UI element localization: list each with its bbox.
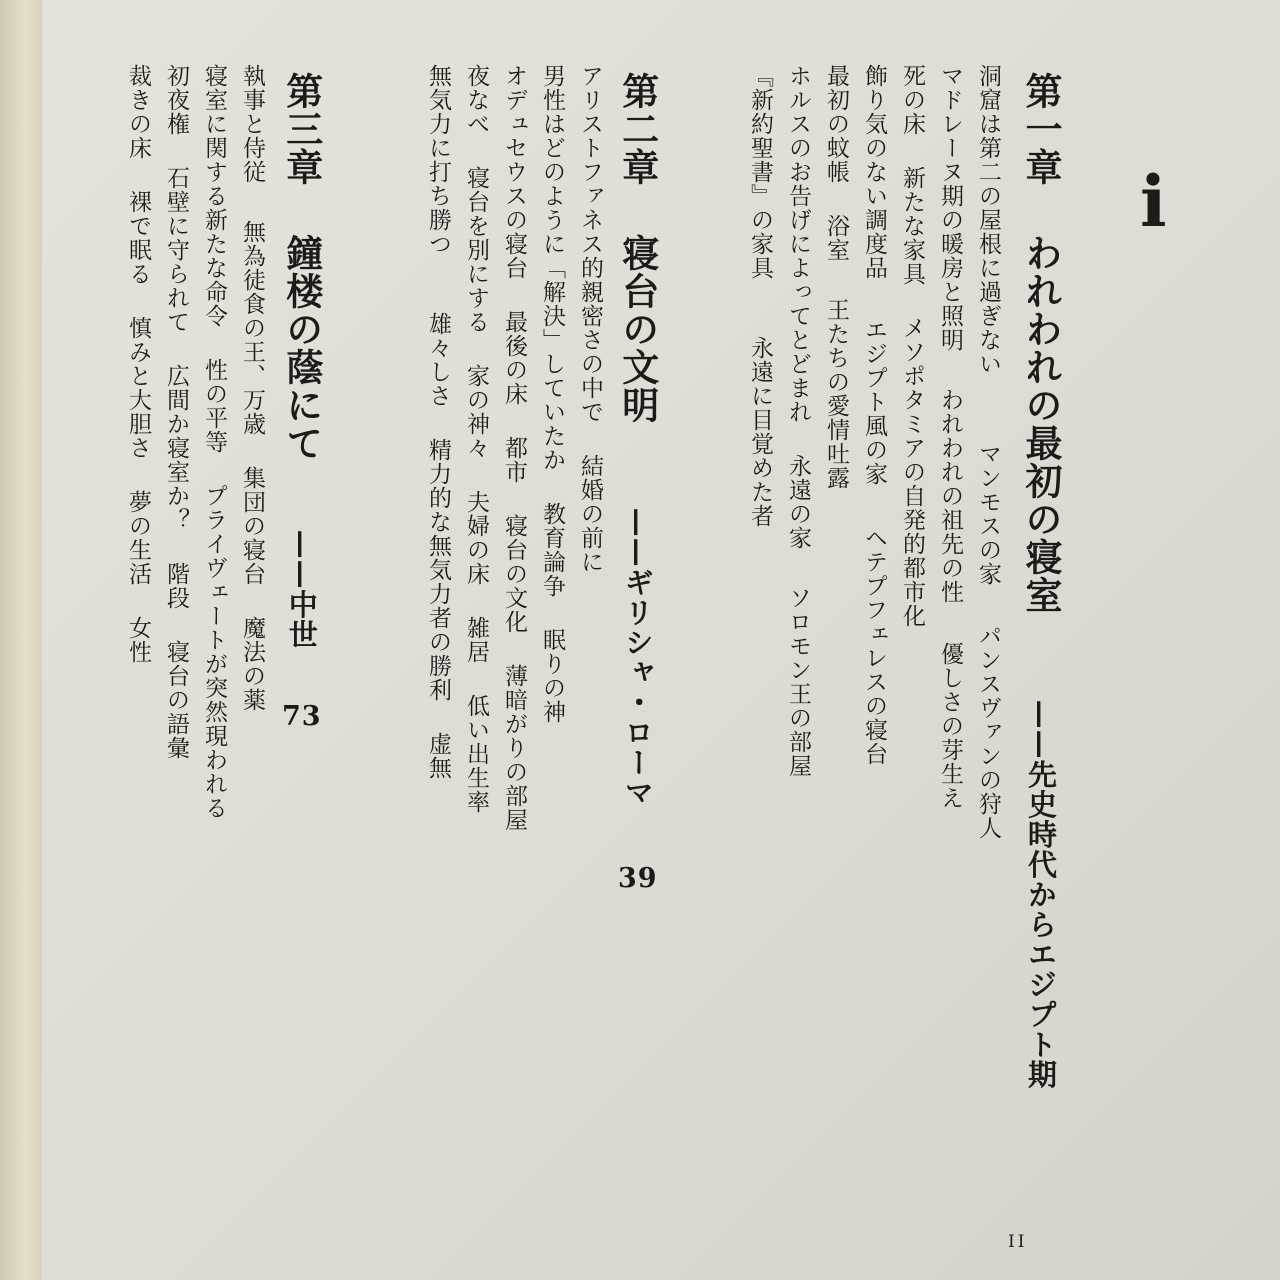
toc-entry: 寝室に関する新たな命令 [201, 64, 227, 328]
toc-entry: 執事と侍従 [239, 64, 265, 184]
chapter-2-subtitle: ——ギリシャ・ローマ [620, 507, 655, 808]
toc-line [578, 64, 601, 574]
toc-entry: 新たな家具 [899, 166, 925, 286]
book-gutter [0, 0, 42, 1280]
toc-line [502, 64, 525, 832]
chapter-2-page: 39 [618, 863, 658, 895]
toc-entry: 永遠に目覚めた者 [747, 336, 773, 528]
toc-line [786, 64, 809, 778]
part-mark: i [1140, 160, 1167, 243]
toc-entry: 最後の床 [501, 310, 527, 406]
toc-entry: パンスヴァンの狩人 [975, 624, 1001, 840]
toc-entry: 無為徒食の王、万歳 [239, 220, 265, 436]
chapter-2-number: 第二章 [615, 72, 660, 186]
toc-entry: 寝台の語彙 [163, 640, 189, 760]
toc-entry: マンモスの家 [975, 442, 1001, 586]
toc-entry: 教育論争 [539, 502, 565, 598]
toc-entry: 『新約聖書』の家具 [747, 64, 773, 280]
toc-line [126, 64, 149, 664]
toc-entry: マドレーヌ期の暖房と照明 [937, 64, 963, 352]
chapter-1-heading [1019, 72, 1063, 1090]
toc-line [748, 64, 771, 528]
chapter-3-heading [279, 72, 324, 733]
chapter-3-page: 73 [282, 701, 322, 733]
toc-entry: 虚無 [425, 732, 451, 780]
toc-entry: 王たちの愛情吐露 [823, 298, 849, 490]
toc-entry: 慎みと大胆さ [125, 316, 151, 460]
toc-entry: 夢の生活 [125, 490, 151, 586]
chapter-1-subtitle: ——先史時代からエジプト期 [1024, 699, 1058, 1090]
chapter-1-number: 第一章 [1019, 72, 1063, 186]
toc-line [938, 64, 961, 810]
toc-entry: 裁きの床 [125, 64, 151, 160]
toc-entry: プライヴェートが突然現われる [201, 484, 227, 820]
toc-entry: 浴室 [823, 214, 849, 262]
toc-line [164, 64, 187, 760]
chapter-1-title: われわれの最初の寝室 [1019, 233, 1063, 614]
toc-entry: 眠りの神 [539, 628, 565, 724]
toc-entry: オデュセウスの寝台 [501, 64, 527, 280]
toc-entry: 女性 [125, 616, 151, 664]
toc-entry: 洞窟は第二の屋根に過ぎない [975, 64, 1001, 376]
chapter-3-number: 第三章 [279, 72, 324, 186]
chapter-3-subtitle: ——中世 [284, 529, 319, 650]
toc-entry: ヘテプフェレスの寝台 [861, 526, 887, 766]
toc-entry: 石壁に守られて [163, 166, 189, 334]
toc-entry: 飾り気のない調度品 [861, 64, 887, 280]
book-page [42, 0, 1280, 1280]
toc-entry: 無気力に打ち勝つ [425, 64, 451, 256]
toc-entry: われわれの祖先の性 [937, 388, 963, 604]
toc-line [202, 64, 225, 820]
page-number: II [1008, 1232, 1028, 1252]
toc-line [464, 64, 487, 814]
toc-entry: アリストファネス的親密さの中で [577, 64, 603, 424]
chapter-3-title: 鐘楼の蔭にて [279, 233, 324, 462]
toc-line [824, 64, 847, 490]
toc-line [900, 64, 923, 628]
toc-entry: 都市 [501, 436, 527, 484]
toc-entry: 寝台の文化 [501, 514, 527, 634]
toc-entry: 初夜権 [163, 64, 189, 136]
toc-entry: 薄暗がりの部屋 [501, 664, 527, 832]
toc-entry: ホルスのお告げによってとどまれ [785, 64, 811, 424]
toc-entry: 階段 [163, 562, 189, 610]
toc-entry: エジプト風の家 [861, 318, 887, 486]
toc-line [862, 64, 885, 766]
toc-entry: 低い出生率 [463, 694, 489, 814]
toc-entry: 永遠の家 [785, 454, 811, 550]
toc-entry: 最初の蚊帳 [823, 64, 849, 184]
toc-entry: 魔法の薬 [239, 616, 265, 712]
toc-line [240, 64, 263, 712]
toc-entry: 夜なべ [463, 64, 489, 136]
toc-entry: メソポタミアの自発的都市化 [899, 316, 925, 628]
chapter-2-title: 寝台の文明 [615, 233, 660, 424]
toc-entry: 寝台を別にする [463, 166, 489, 334]
chapter-2-heading [615, 72, 660, 895]
toc-entry: 優しさの芽生え [937, 642, 963, 810]
toc-entry: 広間か寝室か？ [163, 364, 189, 532]
toc-line [540, 64, 563, 724]
toc-entry: 雄々しさ [425, 312, 451, 408]
toc-entry: 男性はどのように「解決」していたか [539, 64, 565, 472]
toc-entry: 精力的な無気力者の勝利 [425, 438, 451, 702]
toc-entry: 雑居 [463, 616, 489, 664]
toc-line [976, 64, 999, 840]
toc-entry: 家の神々 [463, 364, 489, 460]
toc-entry: 結婚の前に [577, 454, 603, 574]
toc-entry: 死の床 [899, 64, 925, 136]
toc-entry: 裸で眠る [125, 190, 151, 286]
toc-entry: 夫婦の床 [463, 490, 489, 586]
toc-entry: ソロモン王の部屋 [785, 586, 811, 778]
toc-entry: 性の平等 [201, 358, 227, 454]
toc-entry: 集団の寝台 [239, 466, 265, 586]
toc-line [426, 64, 449, 780]
